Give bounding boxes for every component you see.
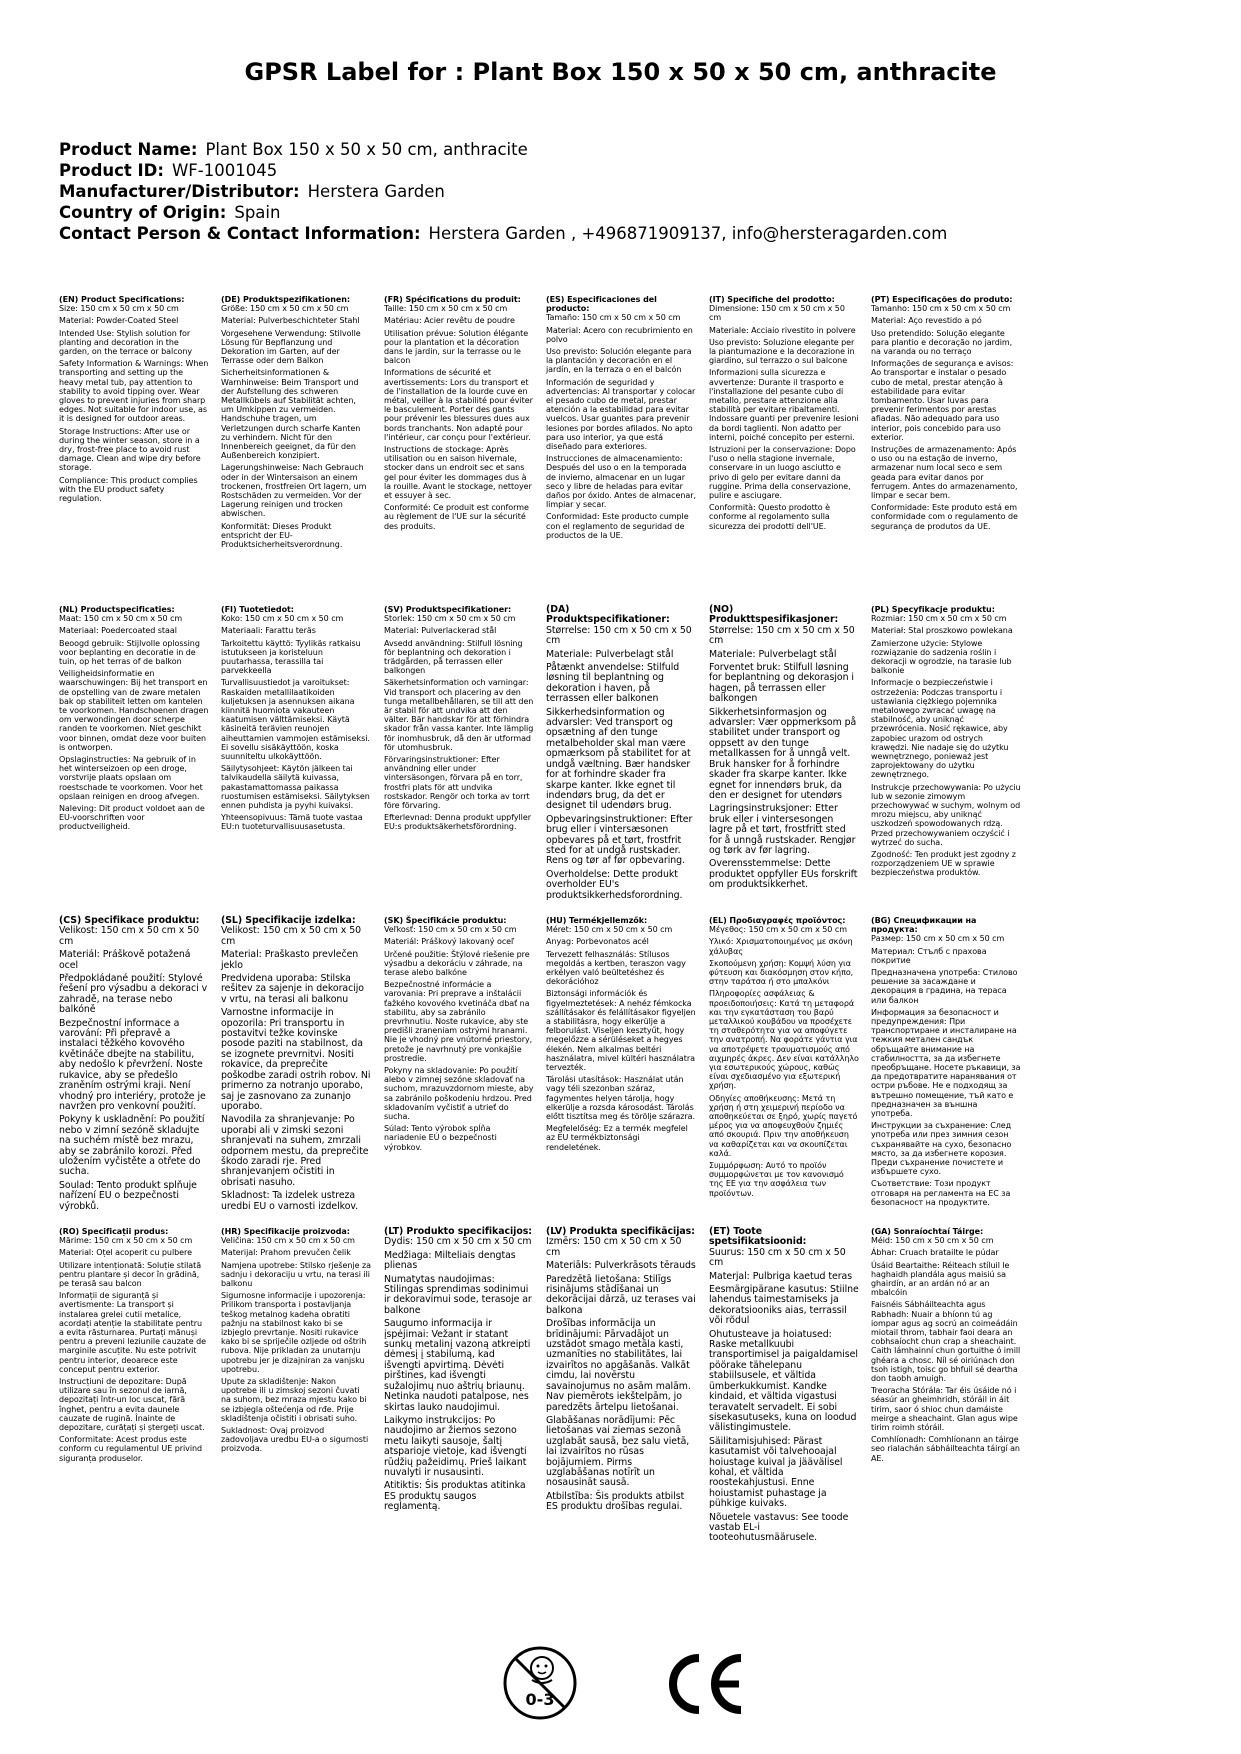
info-label: Contact Person & Contact Information: — [59, 224, 421, 243]
language-block-heading: (ET) Toote spetsifikatsioonid: — [709, 1226, 807, 1248]
language-block-line: Förvaringsinstruktioner: Efter användning eller under vintersäsongen, förvara på en torr, frostfri plats för att undvika rostskador. Rengör och torka av torrt före förvaring. — [384, 755, 530, 811]
language-block-line: Skladnost: Ta izdelek ustreza uredbi EU o varnosti izdelkov. — [221, 1190, 359, 1212]
ce-mark-icon — [661, 1652, 745, 1716]
language-block-line: Tervezett felhasználás: Stílusos megoldás a kertben, teraszon vagy erkélyen való beültetéshez és dekorációhoz — [546, 949, 686, 987]
language-block-line: Material: Praškasto prevlečen jeklo — [221, 949, 359, 971]
language-block-line: Paredzētā lietošana: Stilīgs risinājums stādīšanai un dekorācijai dārzā, uz terases vai balkona — [546, 1273, 696, 1316]
language-block-line: Anyag: Porbevonatos acél — [546, 937, 649, 947]
language-block-line: Konformität: Dieses Produkt entspricht der EU-Produktsicherheitsverordnung. — [221, 521, 343, 550]
language-block-line: Izmērs: 150 cm x 50 cm x 50 cm — [546, 1236, 682, 1258]
language-block-heading: (SK) Špecifikácie produktu: — [384, 916, 507, 925]
language-block-line: Υλικό: Χρισματοποιημένος με σκόνη χάλυβας — [709, 937, 853, 956]
language-block-heading: (NO) Produkttspesifikasjoner: — [709, 604, 839, 626]
language-block-line: Información de seguridad y advertencias: Al transportar y colocar el pesado cubo de metal, prestar atención a la estabilidad para evitar vuelcos. Usar guantes para prevenir lesiones por bordes afilados. No apto para uso interior, ya que está diseñado para exteriores. — [546, 377, 696, 452]
language-block — [546, 1227, 696, 1516]
product-name-row — [59, 139, 1179, 160]
language-block-heading: (CS) Specifikace produktu: — [59, 915, 200, 926]
language-block-line: Σκοπούμενη χρήση: Κομψή λύση για φύτευση και διακόσμηση στον κήπο, στην ταράτσα ή στο μπαλκόνι — [709, 958, 854, 987]
language-block — [546, 605, 696, 904]
language-block-line: Méret: 150 cm x 50 cm x 50 cm — [546, 925, 673, 935]
language-block-heading: (LV) Produkta specifikācijas: — [546, 1226, 695, 1237]
language-block-line: Größe: 150 cm x 50 cm x 50 cm — [221, 304, 349, 314]
language-block — [384, 1227, 534, 1516]
language-block-line: Upute za skladištenje: Nakon upotrebe ili u zimskoj sezoni čuvati na suhom, bez mraza mjestu kako bi se izbjegla oštećenja od rđe. Prije skladištenja očistiti i obrisati suho. — [221, 1377, 367, 1423]
language-block-line: Bezpečnostné informácie a varovania: Pri preprave a inštalácii ťažkého kovového kvetináča dbať na stabilitu, aby sa zabránilo prevrhnutiu. Noste rukavice, aby ste predišli zraneniam ostrými hranami. Nie je vhodný pre vnútorné priestory, pretože je navrhnutý pre vonkajšie prostredie. — [384, 980, 533, 1063]
language-block-line: Conformidade: Este produto está em conformidade com o regulamento de segurança de produtos da UE. — [871, 503, 1018, 531]
language-block-line: Overensstemmelse: Dette produktet oppfyller EUs forskrift om produktsikkerhet. — [709, 858, 858, 891]
language-block-line: Treoracha Stórála: Tar éis úsáide nó i séasúr an gheimhridh, stóráil in áit tirim, saor ó shioc chun damáiste meirge a sheachaint. Glan agus wipe tirim roimh stóráil. — [871, 1386, 1018, 1433]
language-block — [871, 295, 1021, 534]
language-block-line: Maat: 150 cm x 50 cm x 50 cm — [59, 614, 183, 624]
language-block-heading: (RO) Specificații produs: — [59, 1227, 169, 1236]
language-block-heading: (DE) Produktspezifikationen: — [221, 295, 351, 304]
language-block-line: Materiāls: Pulverkrāsots tērauds — [546, 1260, 696, 1272]
language-block-line: Tarkoitettu käyttö: Tyylikäs ratkaisu istutukseen ja koristeluun puutarhassa, terassilla tai parvekkeella — [221, 638, 361, 676]
product-id-row — [59, 160, 1179, 181]
age-range-text: 0-3 — [525, 1690, 555, 1709]
language-block-line: Instrucciones de almacenamiento: Después del uso o en la temporada de invierno, almacenar en un lugar seco y libre de heladas para evitar daños por óxido. Antes de almacenar, limpiar y secar. — [546, 454, 696, 510]
info-value: Herstera Garden — [307, 182, 445, 201]
language-block-heading: (FR) Spécifications du produit: — [384, 295, 521, 304]
language-block-heading: (HU) Termékjellemzők: — [546, 916, 648, 925]
language-block — [59, 295, 209, 506]
language-block-line: Beoogd gebruik: Stijlvolle oplossing voor beplanting en decoratie in de tuin, op het terras of de balkon — [59, 638, 200, 667]
language-block-line: Glabāšanas norādījumi: Pēc lietošanas vai ziemas sezonā uzglabāt sausā, bez salu vietā, lai izvairītos no rūsas bojājumiem. Pirms uzglabāšanas notīrīt un nosausināt sausā. — [546, 1414, 690, 1489]
info-value: WF-1001045 — [171, 161, 278, 180]
language-block-line: Overholdelse: Dette produkt overholder EU's produktsikkerhedsforordning. — [546, 868, 683, 901]
language-block-line: Nõuetele vastavus: See toode vastab EL-i tooteohutusmäärusele. — [709, 1511, 849, 1544]
language-block-line: Veiligheidsinformatie en waarschuwingen: Bij het transport en de opstelling van de zware metalen bak op stabiliteit letten om kantelen te voorkomen. Handschoenen dragen om verwondingen door scherpe randen te voorkomen. Niet geschikt voor binnen, omdat deze voor buiten is ontworpen. — [59, 669, 209, 752]
language-block-line: Størrelse: 150 cm x 50 cm x 50 cm — [546, 624, 692, 647]
language-block-line: Atbilstība: Šis produkts atbilst ES produktu drošības regulai. — [546, 1490, 685, 1513]
language-block-heading: (IT) Specifiche del prodotto: — [709, 295, 835, 304]
language-block-line: Určené použitie: Štýlové riešenie pre výsadbu a dekoráciu v záhrade, na terase alebo balkóne — [384, 949, 530, 978]
language-block-line: Materiał: Stal proszkowo powlekana — [871, 626, 1013, 636]
language-block — [871, 605, 1021, 881]
language-block-line: Säilitamisjuhised: Pärast kasutamist või talvehooajal hoiustage kuival ja jäävälisel kohal, et vältida roostekahjustusi. Enne hoiustamist puhastage ja pühkige kuivaks. — [709, 1435, 843, 1510]
language-block-line: Material: Pulverbeschichteter Stahl — [221, 316, 360, 326]
language-block-line: Πληροφορίες ασφάλειας & προειδοποιήσεις: Κατά τη μεταφορά και την εγκατάσταση του βαρύ μεταλλικού κουβάδου να προσέχετε τη σταθερότητα για να αποφύγετε την ανατροπή. Να φοράτε γάντια για να αποτρέψετε τραυματισμούς από αιχμηρές άκρες. Δεν είναι κατάλληλο για εσωτερικούς χώρους, καθώς είναι σχεδιασμένο για εξωτερική χρήση. — [709, 989, 859, 1091]
language-block-heading: (LT) Produkto specifikacijos: — [384, 1226, 532, 1237]
language-block-line: Méid: 150 cm x 50 cm x 50 cm — [871, 1236, 994, 1246]
language-block-line: Veličina: 150 cm x 50 cm x 50 cm — [221, 1236, 355, 1246]
language-block-line: Navodila za shranjevanje: Po uporabi ali v zimski sezoni shranjevati na suhem, zmrzali odpornem mestu, da preprečite škodo zaradi rje. Pred shranjevanjem očistiti in obrisati nasuho. — [221, 1114, 369, 1188]
language-block-line: Ábhar: Cruach bratailte le púdar — [871, 1248, 999, 1258]
language-block-line: Informations de sécurité et avertissements: Lors du transport et de l'installation de la lourde cuve en métal, veiller à la stabilité pour éviter le basculement. Porter des gants pour prévenir les blessures dues aux bords tranchants. Non adapté pour l'intérieur, car conçu pour l'extérieur. — [384, 368, 533, 442]
language-block-line: Ohutusteave ja hoiatused: Raske metallkuubi transportimisel ja paigaldamisel pöörake tähelepanu stabiilsusele, et vältida ümberkukkumist. Kandke kindaid, et vältida vigastusi teravatelt servadelt. Ei sobi sisekasutuseks, kuna on loodud välistingimustele. — [709, 1328, 858, 1434]
language-block-line: Dimensione: 150 cm x 50 cm x 50 cm — [709, 304, 845, 323]
language-block-line: Οδηγίες αποθήκευσης: Μετά τη χρήση ή στη χειμερινή περίοδο να αποθηκεύεται σε ξηρό, χωρίς παγετό μέρος για να αποφευχθούν ζημιές από σκουριά. Πριν την αποθήκευση να καθαρίζεται και να σκουπίζεται καλά. — [709, 1093, 858, 1158]
language-block-line: Sicherheitsinformationen & Warnhinweise: Beim Transport und der Aufstellung des schweren Metallkübels auf Stabilität achten, um Umkippen zu vermeiden. Handschuhe tragen, um Verletzungen durch scharfe Kanten zu verhindern. Nicht für den Innenbereich geeignet, da für den Außenbereich konzipiert. — [221, 368, 361, 461]
language-block-line: Istruzioni per la conservazione: Dopo l'uso o nella stagione invernale, conservare in un luogo asciutto e privo di gelo per evitare danni da ruggine. Prima della conservazione, pulire e asciugare. — [709, 445, 856, 501]
language-block — [709, 605, 859, 894]
language-block-line: Velikost: 150 cm x 50 cm x 50 cm — [59, 925, 200, 947]
language-block-heading: (NL) Productspecificaties: — [59, 605, 175, 614]
language-block-line: Conformidad: Este producto cumple con el reglamento de seguridad de productos de la UE. — [546, 512, 689, 540]
language-block-line: Lagerungshinweise: Nach Gebrauch oder in der Wintersaison an einem trockenen, frostfreien Ort lagern, um Rostschäden zu vermeiden. Vor der Lagerung reinigen und trocken abwischen. — [221, 463, 367, 519]
language-block-line: Saugumo informacija ir įspėjimai: Vežant ir statant sunkų metalinį vazoną atkreipti dėmesį į stabilumą, kad išvengti apvirtimą. Dėvėti pirštines, kad išvengti sužalojimų nuo aštrių briaunų. Netinka naudoti patalpose, nes skirtas lauko naudojimui. — [384, 1318, 531, 1413]
language-block-line: Opbevaringsinstruktioner: Efter brug eller i vintersæsonen opbevares på et tørt, frostfrit sted for at undgå rustskader. Rens og tør af før opbevaring. — [546, 813, 693, 867]
info-label: Country of Origin: — [59, 203, 227, 222]
language-block-line: Megfelelőség: Ez a termék megfelel az EU termékbiztonsági rendeletének. — [546, 1124, 688, 1152]
language-block-line: Koko: 150 cm x 50 cm x 50 cm — [221, 614, 344, 624]
language-block-line: Efterlevnad: Denna produkt uppfyller EU:s produktsäkerhetsförordning. — [384, 813, 531, 832]
language-block — [59, 916, 209, 1215]
language-block-line: Materiál: Práškový lakovaný oceľ — [384, 937, 515, 947]
info-label: Manufacturer/Distributor: — [59, 182, 300, 201]
language-block-line: Säilytysohjeet: Käytön jälkeen tai talvikaudella säilytä kuivassa, pakastamattomassa paikassa ruostumisen estämiseksi. Säilytyksen ennen puhdista ja pyyhi kuivaksi. — [221, 764, 370, 811]
compliance-icons — [0, 1628, 1241, 1738]
language-block-line: Lagringsinstruksjoner: Etter bruk eller i vintersesongen lagre på et tørt, frostfritt sted for å unngå rustskader. Rengjør og tørk av før lagring. — [709, 803, 856, 856]
language-block-line: Sigurnosne informacije i upozorenja: Prilikom transporta i postavljanja teškog metalnog kadeha obratiti pažnju na stabilnost kako bi se izbjeglo prevrtanje. Nositi rukavice kako bi se spriječile ozljede od oštrih rubova. Nije prikladan za unutarnju upotrebu jer je dizajniran za vanjsku upotrebu. — [221, 1291, 367, 1374]
language-block-line: Materiale: Pulverbelagt stål — [546, 648, 674, 660]
language-block-line: Størrelse: 150 cm x 50 cm x 50 cm — [709, 624, 855, 647]
language-block-line: Uso pretendido: Solução elegante para plantio e decoração no jardim, na varanda ou no terraço — [871, 328, 1013, 357]
info-value: Spain — [234, 203, 281, 222]
language-block-line: Påtænkt anvendelse: Stilfuld løsning til beplantning og dekoration i haven, på terrassen eller balkonen — [546, 662, 680, 705]
language-block-heading: (GA) Sonraíochtaí Táirge: — [871, 1227, 984, 1236]
info-label: Product ID: — [59, 161, 164, 180]
language-block — [221, 605, 371, 835]
language-block — [709, 916, 859, 1201]
language-block-line: Материал: Стълб с прахова покритие — [871, 946, 987, 965]
language-block — [871, 916, 1021, 1210]
language-block-line: Soulad: Tento produkt splňuje nařízení EU o bezpečnosti výrobků. — [59, 1179, 197, 1212]
language-block-line: Säkerhetsinformation och varningar: Vid transport och placering av den tunga metallbehållaren, se till att den är stabil för att undvika att den välter. Bär handskar för att förhindra skador från vassa kanter. Inte lämplig för inomhusbruk, då den är utformad för utomhusbruk. — [384, 678, 534, 752]
language-block-line: Инструкции за съхранение: След употреба или през зимния сезон съхранявайте на сухо, безопасно място, за да избегнете корозия. Преди съхранение почистете и избършете сухо. — [871, 1121, 1012, 1177]
language-block-line: Naleving: Dit product voldoet aan de EU-voorschriften voor productveiligheid. — [59, 804, 205, 832]
language-block-line: Bezpečnostní informace a varování: Při přepravě a instalaci těžkého kovového květináče dbejte na stabilitu, aby nedošlo k převržení. Noste rukavice, aby se předešlo zraněním ostrými kraji. Není vhodný pro interiéry, protože je navržen pro venkovní použití. — [59, 1017, 206, 1112]
language-block — [384, 605, 534, 835]
language-block-heading: (FI) Tuotetiedot: — [221, 605, 294, 614]
language-block-line: Tamaño: 150 cm x 50 cm x 50 cm — [546, 313, 681, 323]
language-block-line: Veľkosť: 150 cm x 50 cm x 50 cm — [384, 925, 517, 935]
language-block-line: Instrucțiuni de depozitare: După utilizare sau în sezonul de iarnă, depozitați într-un loc uscat, fără înghet, pentru a evita daunele cauzate de rugină. Înainte de depozitare, curățați și ștergeți uscat. — [59, 1377, 205, 1433]
language-block-line: Compliance: This product complies with the EU product safety regulation. — [59, 475, 198, 504]
language-block-line: Namjena upotrebe: Stilsko rješenje za sadnju i dekoraciju u vrtu, na terasi ili balkonu — [221, 1260, 371, 1289]
language-block — [59, 1227, 209, 1466]
language-block-line: Предназначена употреба: Стилово решение за засаждане и декорация в градина, на тераса или балкон — [871, 968, 1018, 1005]
language-block-line: Informații de siguranță și avertismente: La transport și instalarea grelei cutii metalice, acordați atenție la stabilitate pentru a evita răsturnarea. Purtați mănuși pentru a preveni leziunile cauzate de marginile ascuțite. Nu este potrivit pentru interior, deoarece este conceput pentru exterior. — [59, 1291, 207, 1374]
language-block-line: Informações de segurança e avisos: Ao transportar e instalar o pesado cubo de metal, prestar atenção à estabilidade para evitar tombamento. Usar luvas para prevenir ferimentos por arestas afiadas. Não adequado para uso interior, pois concebido para uso exterior. — [871, 359, 1014, 442]
language-block-line: Pokyny na skladovanie: Po použití alebo v zimnej sezóne skladovať na suchom, mrazuvzdornom mieste, aby sa zabránilo poškodeniu hrdzou. Pred skladovaním vyčistiť a utrieť do sucha. — [384, 1066, 534, 1122]
language-block-line: Úsáid Beartaithe: Réiteach stíluil le haghaidh plandála agus maisiú sa ghairdín, ar an ardán nó ar an mbalcóin — [871, 1260, 1010, 1298]
info-value: Herstera Garden , +496871909137, info@hersteragarden.com — [428, 224, 948, 243]
language-block-line: Размер: 150 cm x 50 cm x 50 cm — [871, 934, 1005, 944]
language-block — [59, 605, 209, 835]
language-block-line: Turvallisuustiedot ja varoitukset: Raskaiden metallilaatikoiden kuljetuksen ja asennuksen aikana kiinnitä huomiota vakauteen kaatumisen välttämiseksi. Käytä käsineitä terävien reunojen aiheuttamien vammojen estämiseksi. Ei sovellu sisäkäyttöön, koska suunniteltu ulkokäyttöön. — [221, 678, 370, 762]
language-block-line: Materiale: Pulverbelagt stål — [709, 648, 837, 660]
contact-row — [59, 223, 1179, 244]
language-block-line: Informacje o bezpieczeństwie i ostrzeżenia: Podczas transportu i ustawiania ciężkiego pojemnika metalowego zwracać uwagę na stabilność, aby uniknąć przewrócenia. Nosić rękawice, aby zapobiec urazom od ostrych krawędzi. Nie nadaje się do użytku wewnętrznego, ponieważ jest zaprojektowany do użytku zewnętrznego. — [871, 678, 1009, 780]
language-block-line: Material: Powder-Coated Steel — [59, 316, 179, 326]
language-block-line: Storlek: 150 cm x 50 cm x 50 cm — [384, 614, 516, 624]
language-block-heading: (DA) Produktspecifikationer: — [546, 604, 670, 626]
language-block-line: Yhteensopivuus: Tämä tuote vastaa EU:n tuoteturvallisuusasetusta. — [221, 813, 363, 832]
language-block — [709, 1227, 859, 1547]
language-block-line: Mărime: 150 cm x 50 cm x 50 cm — [59, 1236, 193, 1246]
language-block — [546, 916, 696, 1155]
language-block-line: Instrukcje przechowywania: Po użyciu lub w sezonie zimowym przechowywać w suchym, wolnym od mrozu miejscu, aby uniknąć uszkodzeń spowodowanych rdzą. Przed przechowywaniem oczyścić i wytrzeć do sucha. — [871, 782, 1021, 847]
language-block — [384, 295, 534, 534]
language-block-line: Materiál: Práškově potažená ocel — [59, 949, 191, 971]
language-block — [221, 1227, 371, 1457]
language-block-line: Materjal: Pulbriga kaetud teras — [709, 1270, 853, 1282]
manufacturer-row — [59, 181, 1179, 202]
language-block — [221, 916, 371, 1215]
language-block-heading: (SL) Specifikacije izdelka: — [221, 915, 356, 926]
language-block-line: Informazioni sulla sicurezza e avvertenze: Durante il trasporto e l'installazione del pesante cubo di metallo, prestare attenzione alla stabilità per evitare ribaltamenti. Indossare guanti per prevenire lesioni da bordi taglienti. Non adatto per interni, poiché concepito per esterni. — [709, 368, 859, 442]
language-block-heading: (EL) Προδιαγραφές προϊόντος: — [709, 916, 846, 925]
language-block-line: Uso previsto: Soluzione elegante per la piantumazione e la decorazione in giardino, sul terrazzo o sul balcone — [709, 337, 855, 366]
country-row — [59, 202, 1179, 223]
language-block-line: Rozmiar: 150 cm x 50 cm x 50 cm — [871, 614, 1007, 624]
language-block-line: Drošības informācija un brīdinājumi: Pārvadājot un uzstādot smago metāla kasti, uzmanīties no stabilitātes, lai izvairītos no apgāšanās. Valkāt cimdu, lai novērstu savainojumus no asām malām. Nav piemērots iekštelpām, jo paredzēts ārtelpu lietošanai. — [546, 1318, 691, 1413]
language-block-line: Storage Instructions: After use or during the winter season, store in a dry, frost-free place to avoid rust damage. Clean and wipe dry before storage. — [59, 426, 201, 473]
language-block — [709, 295, 859, 534]
language-block-line: Size: 150 cm x 50 cm x 50 cm — [59, 304, 179, 314]
language-block-line: Съответствие: Този продукт отговаря на регламента на ЕС за безопасност на продуктите. — [871, 1179, 1011, 1207]
language-block-line: Conformità: Questo prodotto è conforme al regolamento sulla sicurezza dei prodotti dell'UE. — [709, 503, 830, 531]
language-block-line: Biztonsági információk és figyelmeztetések: A nehéz fémkocka szállításakor és felállításakor figyeljen a stabilitásra, hogy elkerülje a felborulást. Viseljen kesztyűt, hogy megelőzze a sérüléseket a hegyes élekén. Nem alkalmas beltéri használatra, mivel kültéri használatra tervezték. — [546, 989, 696, 1073]
language-block-line: Μέγεθος: 150 cm x 50 cm x 50 cm — [709, 925, 847, 935]
language-block-line: Uso previsto: Solución elegante para la plantación y decoración en el jardín, en la terraza o en el balcón — [546, 347, 692, 375]
language-block-line: Avsedd användning: Stilfull lösning för beplantning och dekoration i trädgården, på terrassen eller balkongen — [384, 638, 523, 676]
language-block-line: Conformitate: Acest produs este conform cu regulamentul UE privind siguranța produselor. — [59, 1435, 203, 1463]
language-block-line: Conformité: Ce produit est conforme au règlement de l'UE sur la sécurité des produits. — [384, 503, 529, 531]
language-block-line: Sikkerhedsinformation og advarsler: Ved transport og opsætning af den tunge metalbeholder skal man være opmærksom på stabilitet for at undgå væltning. Bær handsker for at forhindre skader fra skarpe kanter. Ikke egnet til indendørs brug, da det er designet til udendørs brug. — [546, 706, 691, 812]
language-block-line: Material: Pulverlackerad stål — [384, 626, 497, 636]
language-block-line: Intended Use: Stylish solution for planting and decoration in the garden, on the terrace or balcony — [59, 328, 193, 357]
info-value: Plant Box 150 x 50 x 50 cm, anthracite — [205, 140, 528, 159]
language-block-line: Velikost: 150 cm x 50 cm x 50 cm — [221, 925, 362, 947]
language-block-heading: (SV) Produktspecifikationer: — [384, 605, 512, 614]
language-block-line: Predvidena uporaba: Stilska rešitev za sajenje in dekoracijo v vrtu, na terasi ali balkonu — [221, 973, 364, 1005]
language-block-line: Medžiaga: Milteliais dengtas plienas — [384, 1249, 516, 1272]
language-block-line: Materijal: Prahom prevučen čelik — [221, 1248, 351, 1258]
language-block-line: Instruções de armazenamento: Após o uso ou na estação de inverno, armazenar num local seco e sem geada para evitar danos por ferrugem. Antes do armazenamento, limpar e secar bem. — [871, 445, 1018, 501]
language-block-line: Material: Acero con recubrimiento en polvo — [546, 325, 693, 344]
language-block-line: Sikkerhetsinformasjon og advarsler: Vær oppmerksom på stabilitet under transport og oppsett av den tunge metallkassen for å unngå velt. Bruk hansker for å forhindre skader fra skarpe kanter. Ikke egnet for innendørs bruk, da den er designet for utendørs — [709, 706, 857, 801]
language-block-line: Dydis: 150 cm x 50 cm x 50 cm — [384, 1236, 532, 1248]
language-block-line: Matériau: Acier revêtu de poudre — [384, 316, 515, 326]
language-block-line: Materiaal: Poedercoated staal — [59, 626, 177, 636]
language-block-line: Tamanho: 150 cm x 50 cm x 50 cm — [871, 304, 1011, 314]
language-block-line: Varnostne informacije in opozorila: Pri transportu in postavitvi težke kovinske posode paziti na stabilnost, da se izognete prevrnitvi. Nositi rokavice, da preprečite poškodbe zaradi ostrih robov. Ni primerno za notranjo uporabo, saj je zasnovano za zunanjo uporabo. — [221, 1007, 371, 1112]
language-block-line: Utilizare intenționată: Soluție stilată pentru plantare și decor în grădină, pe terasă sau balcon — [59, 1260, 202, 1289]
language-block-line: Pokyny k uskladnění: Po použití nebo v zimní sezóně skladujte na suchém místě bez mrazu, aby se zabránilo korozi. Před uložením vyčistěte a otřete do sucha. — [59, 1114, 205, 1178]
language-block-line: Sukladnost: Ovaj proizvod zadovoljava uredbu EU-a o sigurnosti proizvoda. — [221, 1426, 369, 1454]
language-block — [546, 295, 696, 543]
info-label: Product Name: — [59, 140, 198, 159]
language-block-heading: (HR) Specifikacije proizvoda: — [221, 1227, 350, 1236]
language-block-line: Taille: 150 cm x 50 cm x 50 cm — [384, 304, 508, 314]
language-block-line: Faisnéis Sábháilteachta agus Rabhadh: Nuair a bhíonn tú ag iompar agus ag socrú an coimeádáin miotail throm, tabhair faoi deara an cobhsaíocht chun crap a sheachaint. Caith lámhainní chun gortuithe ó imill ghéara a chosc. Níl sé oiriúnach don tsoh istigh, toisc go bhfuil sé deartha don taobh amuigh. — [871, 1300, 1021, 1384]
language-block — [871, 1227, 1021, 1466]
language-block-line: Materiaali: Farattu teräs — [221, 626, 316, 636]
not-for-children-0-3-icon — [502, 1628, 578, 1738]
language-block-line: Utilisation prévue: Solution élégante pour la plantation et la décoration dans le jardin, sur la terrasse ou le balcon — [384, 328, 529, 366]
language-block-heading: (BG) Спецификации на продукта: — [871, 916, 977, 935]
language-block-line: Předpokládané použití: Stylové řešení pro výsadbu a dekoraci v zahradě, na terase nebo balkóně — [59, 973, 208, 1016]
language-block-heading: (EN) Product Specifications: — [59, 295, 185, 304]
language-block-heading: (PL) Specyfikacje produktu: — [871, 605, 995, 614]
language-block — [221, 295, 371, 552]
language-block-line: Laikymo instrukcijos: Po naudojimo ar žiemos sezono metu laikyti sausoje, šaltį atsparioje vietoje, kad išvengti rūdžių pažeidimų. Prieš laikant nuvalyti ir nusausinti. — [384, 1414, 527, 1478]
language-block-line: Safety Information & Warnings: When transporting and setting up the heavy metal tub, pay attention to stability to avoid tipping over. Wear gloves to prevent injuries from sharp edges. Not suitable for indoor use, as it is designed for outdoor areas. — [59, 359, 209, 424]
product-info — [59, 139, 1179, 244]
language-block-heading: (PT) Especificações do produto: — [871, 295, 1013, 304]
language-block-line: Material: Oțel acoperit cu pulbere — [59, 1248, 192, 1258]
language-block-line: Zgodność: Ten produkt jest zgodny z rozporządzeniem UE w sprawie bezpieczeństwa produktów. — [871, 850, 1016, 878]
language-block-line: Comhlíonadh: Comhlíonann an táirge seo rialachán sábháilteachta táirgí an AE. — [871, 1435, 1020, 1463]
language-block-line: Информация за безопасност и предупреждения: При транспортиране и инсталиране на тежкия метален сандък обръщайте внимание на стабилността, за да избегнете преобръщане. Носете ръкавици, за да предотвратите наранявания от остри ръбове. Не е подходящ за вътрешно помещение, тъй като е предназначен за външна употреба. — [871, 1007, 1021, 1119]
language-block-line: Zamierzone użycie: Stylowe rozwiązanie do sadzenia roślin i dekoracji w ogrodzie, na tarasie lub balkonie — [871, 638, 1012, 676]
language-block-line: Súlad: Tento výrobok spĺňa nariadenie EÚ o bezpečnosti výrobkov. — [384, 1124, 497, 1152]
language-block — [384, 916, 534, 1155]
language-block-line: Instructions de stockage: Après utilisation ou en saison hivernale, stocker dans un endroit sec et sans gel pour éviter les dommages dus à la rouille. Avant le stockage, nettoyer et essuyer à sec. — [384, 445, 532, 501]
language-block-line: Forventet bruk: Stilfull løsning for beplantning og dekorasjon i hagen, på terrassen eller balkongen — [709, 662, 854, 705]
language-block-line: Eesmärgipärane kasutus: Stiilne lahendus taimestamiseks ja dekoratsiooniks aias, terrassil või rõdul — [709, 1284, 859, 1327]
language-block-heading: (ES) Especificaciones del producto: — [546, 295, 657, 314]
language-block-line: Opslaginstructies: Na gebruik of in het winterseizoen op een droge, vorstvrije plaats opslaan om roestschade te voorkomen. Voor het opslaan reinigen en droog afvegen. — [59, 755, 203, 801]
language-block-line: Tárolási utasítások: Használat után vagy téli szezonban száraz, fagymentes helyen tárolja, hogy elkerülje a rozsda károsodást. Tárolás előtt tisztítsa meg és törölje szárazra. — [546, 1075, 696, 1122]
language-block-line: Συμμόρφωση: Αυτό το προϊόν συμμορφώνεται με τον κανονισμό της ΕΕ για την ασφάλεια των προϊόντων. — [709, 1161, 844, 1198]
page-title: GPSR Label for : Plant Box 150 x 50 x 50 cm, anthracite — [244, 58, 997, 86]
language-block-line: Materiale: Acciaio rivestito in polvere — [709, 325, 856, 335]
language-block-line: Atitiktis: Šis produktas atitinka ES produktų saugos reglamentą. — [384, 1480, 526, 1513]
language-block-line: Numatytas naudojimas: Stilingas sprendimas sodinimui ir dekoravimui sode, terasoje ar balkone — [384, 1273, 532, 1316]
language-block-line: Material: Aço revestido a pó — [871, 316, 982, 326]
language-block-line: Vorgesehene Verwendung: Stilvolle Lösung für Bepflanzung und Dekoration im Garten, auf der Terrasse oder dem Balkon — [221, 328, 361, 366]
language-block-line: Suurus: 150 cm x 50 cm x 50 cm — [709, 1246, 846, 1269]
